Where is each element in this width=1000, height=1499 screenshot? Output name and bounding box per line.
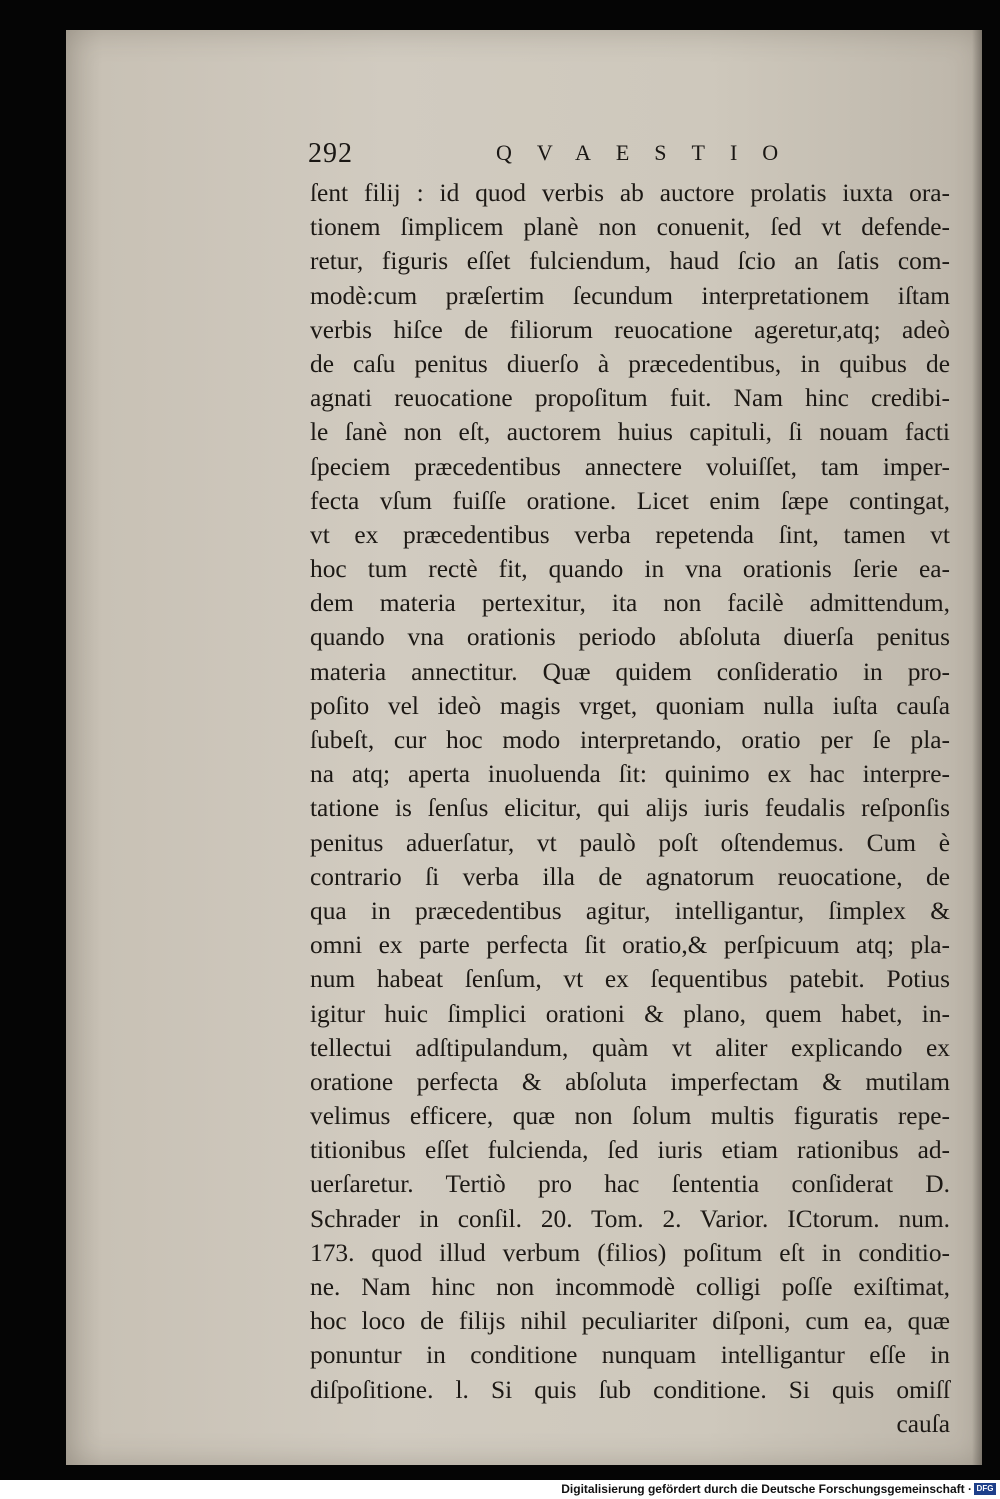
text-line: ſpeciem præcedentibus annectere voluiſſet, tam imper- (310, 452, 950, 481)
text-line: contrario ſi verba illa de agnatorum reuocatione, de (310, 862, 950, 891)
text-line: agnati reuocatione propoſitum fuit. Nam hinc credibi- (310, 384, 950, 413)
running-title: QVAESTIO (496, 140, 804, 165)
text-line: omni ex parte perfecta ſit oratio,& perſpicuum atq; pla- (310, 931, 950, 960)
page-number: 292 (308, 138, 353, 169)
text-line: igitur huic ſimplici orationi & plano, quem habet, in- (310, 999, 950, 1028)
running-head (308, 138, 948, 174)
text-line: diſpoſitione. l. Si quis ſub conditione. Si quis omiſſ (310, 1375, 950, 1404)
catchword: cauſa (896, 1409, 950, 1438)
text-line: oratione perfecta & abſoluta imperfectam & mutilam (310, 1067, 950, 1096)
text-line: num habeat ſenſum, vt ex ſequentibus patebit. Potius (310, 965, 950, 994)
text-line: 173. quod illud verbum (filios) poſitum eſt in conditio- (310, 1238, 950, 1267)
text-line: tatione is ſenſus elicitur, qui alijs iuris feudalis reſponſis (310, 794, 950, 823)
text-line: materia annectitur. Quæ quidem conſideratio in pro- (310, 657, 950, 686)
text-line: uerſaretur. Tertiò pro hac ſententia conſiderat D. (310, 1170, 950, 1199)
page-edge-shadow (972, 30, 982, 1465)
footer-bar (0, 1480, 1000, 1499)
text-line: verbis hiſce de filiorum reuocatione ageretur,atq; adeò (310, 315, 950, 344)
text-line: tionem ſimplicem planè non conuenit, ſed vt defende- (310, 213, 950, 242)
text-line: ponuntur in conditione nunquam intelligantur eſſe in (310, 1341, 950, 1370)
text-line: modè:cum præſertim ſecundum interpretationem iſtam (310, 281, 950, 310)
text-line: vt ex præcedentibus verba repetenda ſint, tamen vt (310, 520, 950, 549)
text-line: hoc loco de filijs nihil peculiariter diſponi, cum ea, quæ (310, 1307, 950, 1336)
text-line: penitus aduerſatur, vt paulò poſt oſtendemus. Cum è (310, 828, 950, 857)
text-line: velimus efficere, quæ non ſolum multis figuratis repe- (310, 1102, 950, 1131)
text-line: hoc tum rectè fit, quando in vna orationis ſerie ea- (310, 555, 950, 584)
text-line: de caſu penitus diuerſo à præcedentibus, in quibus de (310, 349, 950, 378)
text-line: le ſanè non eſt, auctorem huius capituli, ſi nouam facti (310, 418, 950, 447)
digitization-credit: Digitalisierung gefördert durch die Deutsche Forschungsgemeinschaft · (561, 1482, 972, 1496)
text-line: dem materia pertexitur, ita non facilè admittendum, (310, 589, 950, 618)
text-line: ſubeſt, cur hoc modo interpretando, oratio per ſe pla- (310, 726, 950, 754)
text-line: tellectui adſtipulandum, quàm vt aliter explicando ex (310, 1033, 950, 1062)
text-line: qua in præcedentibus agitur, intelligantur, ſimplex & (310, 896, 950, 925)
text-line: Schrader in conſil. 20. Tom. 2. Varior. ICtorum. num. (310, 1204, 950, 1233)
text-line: fecta vſum fuiſſe oratione. Licet enim ſæpe contingat, (310, 486, 950, 515)
text-line: titionibus eſſet fulcienda, ſed iuris etiam rationibus ad- (310, 1136, 950, 1165)
text-line: quando vna orationis periodo abſoluta diuerſa penitus (310, 623, 950, 652)
text-line: na atq; aperta inuoluenda ſit: quinimo ex hac interpre- (310, 760, 950, 789)
text-line: ne. Nam hinc non incommodè colligi poſſe exiſtimat, (310, 1273, 950, 1301)
dfg-logo-icon: DFG (974, 1483, 996, 1495)
text-line: retur, figuris eſſet fulciendum, haud ſcio an ſatis com- (310, 247, 950, 276)
text-line: ſent filij : id quod verbis ab auctore prolatis iuxta ora- (310, 179, 950, 207)
body-text (310, 176, 950, 1438)
text-line: poſito vel ideò magis vrget, quoniam nulla iuſta cauſa (310, 691, 950, 720)
